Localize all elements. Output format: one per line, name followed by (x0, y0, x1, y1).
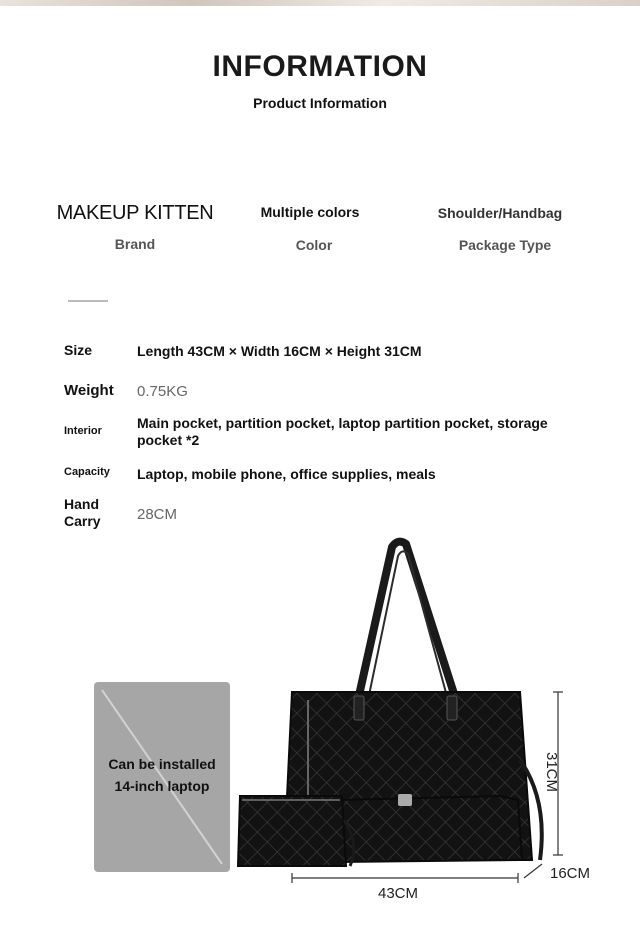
interior-label: Interior (64, 425, 102, 437)
capacity-label: Capacity (64, 466, 110, 478)
bag-handles (358, 542, 456, 700)
hand-carry-label (64, 496, 101, 530)
package-type-value: Shoulder/Handbag (437, 205, 563, 221)
dimension-lines (292, 692, 563, 883)
depth-dimension: 16CM (550, 865, 591, 882)
top-photo-strip (0, 0, 640, 6)
clutch-pouch (238, 796, 354, 866)
size-label: Size (64, 342, 93, 358)
laptop-sleeve (338, 794, 522, 862)
section-divider (68, 300, 108, 302)
size-value: Length 43CM × Width 16CM × Height 31CM (137, 343, 422, 359)
brand-label: Brand (114, 236, 156, 252)
color-label: Color (295, 237, 333, 253)
interior-value-line2: pocket *2 (137, 432, 200, 448)
capacity-value: Laptop, mobile phone, office supplies, meals (137, 466, 436, 482)
weight-label: Weight (64, 382, 114, 399)
weight-value: 0.75KG (137, 383, 188, 400)
hand-carry-label-line1: Hand (64, 496, 99, 512)
page-subtitle: Product Information (253, 95, 387, 111)
hand-carry-label-line2: Carry (64, 513, 101, 529)
laptop-callout-line2: 14-inch laptop (114, 778, 210, 794)
height-dimension: 31CM (543, 752, 560, 793)
laptop-callout-line1: Can be installed (108, 756, 216, 772)
page-title: INFORMATION (212, 50, 428, 83)
interior-value-line1: Main pocket, partition pocket, laptop partition pocket, storage (137, 415, 548, 431)
interior-value (137, 415, 548, 449)
brand-value: MAKEUP KITTEN (56, 202, 214, 224)
package-type-label: Package Type (458, 237, 552, 253)
tote-bag (284, 692, 542, 860)
hand-carry-value: 28CM (137, 506, 178, 523)
width-dimension: 43CM (378, 885, 419, 902)
color-value: Multiple colors (260, 204, 360, 220)
